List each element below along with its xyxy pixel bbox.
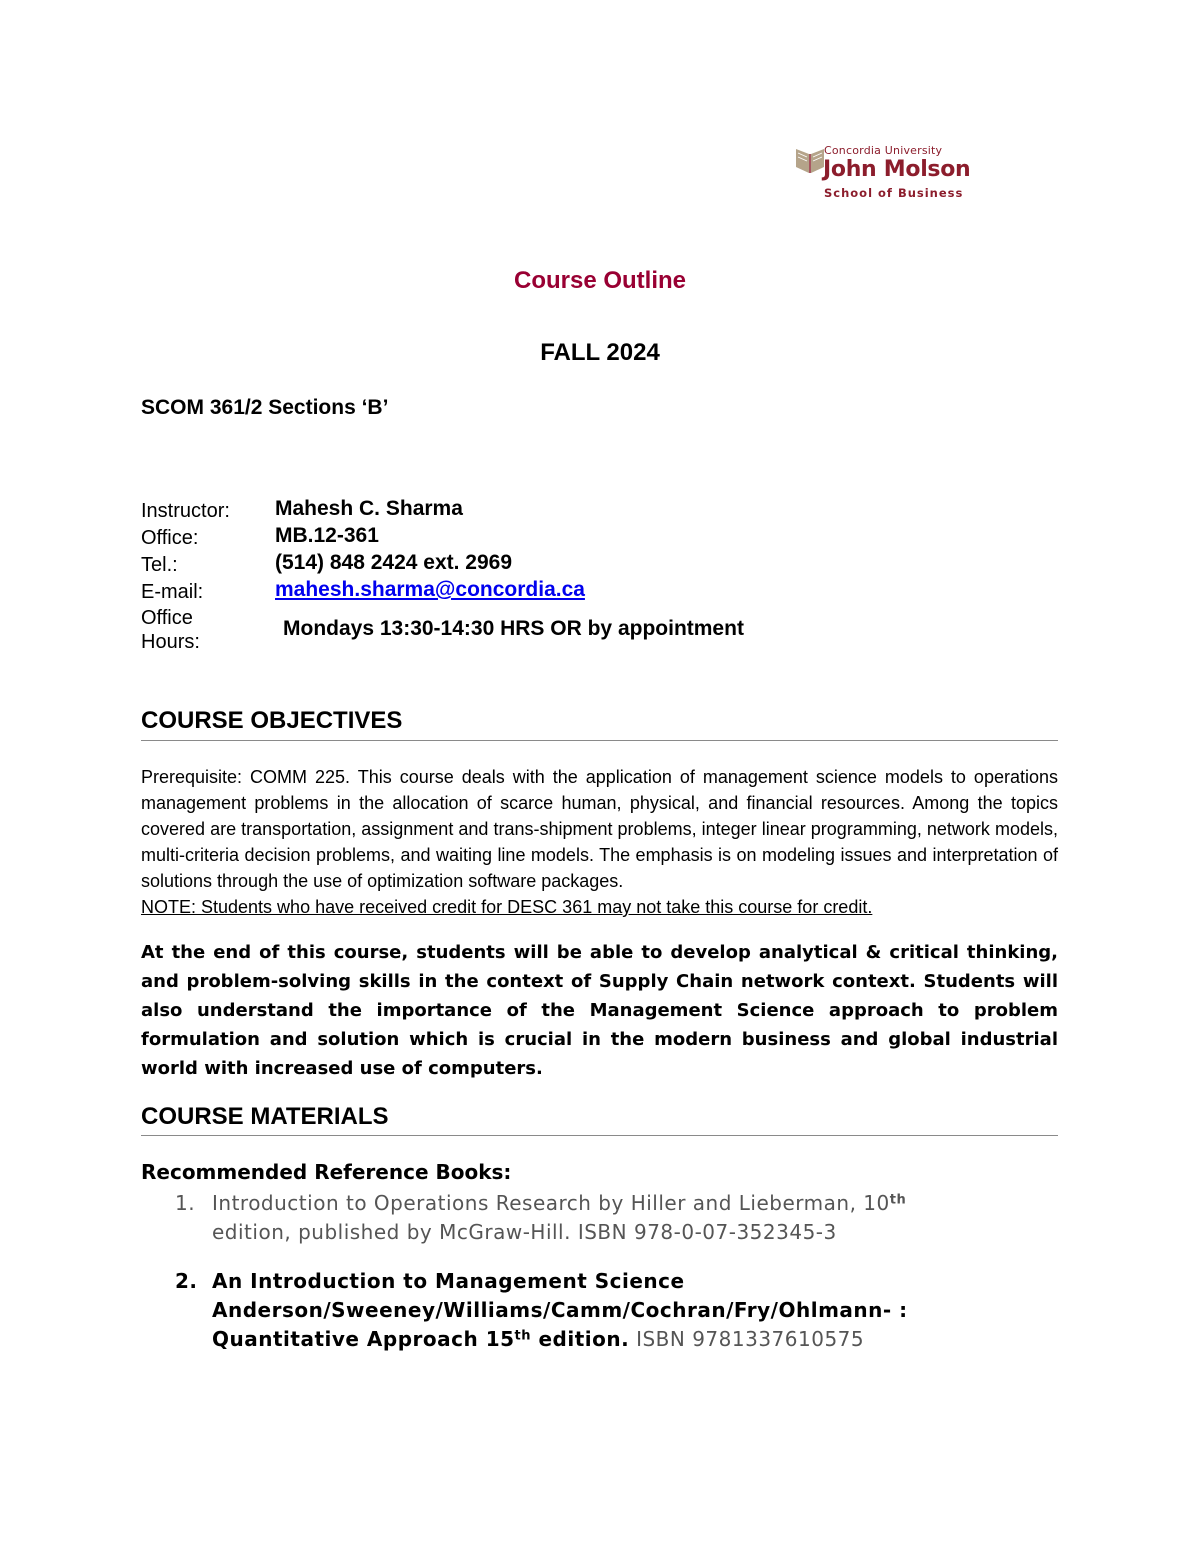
logo-school: School of Business [824, 186, 964, 200]
email-link[interactable]: mahesh.sharma@concordia.ca [275, 578, 585, 601]
objectives-text: Prerequisite: COMM 225. This course deals with the application of management science models to operations management problems in the allocation of scarce human, physical, and financial resources. Among the topics covered are transportation, assignment and trans-shipment problems, integer linear programming, network models, multi-criteria decision problems, and waiting line models. The emphasis is on modeling issues and interpretation of solutions through the use of optimization software packages. [141, 767, 1058, 891]
book-2-edition: edition. [531, 1327, 630, 1351]
book-1-edition: edition, published by McGraw-Hill. ISBN 978-0-07-352345-3 [212, 1220, 837, 1244]
book-item-2 [175, 1267, 1055, 1354]
office-value: MB.12-361 [275, 524, 379, 547]
office-label: Office: [141, 527, 199, 549]
book-2-subtitle: Quantitative Approach 15 [212, 1327, 515, 1351]
course-code: SCOM 361/2 Sections ‘B’ [141, 396, 389, 419]
learning-outcomes: At the end of this course, students will be able to develop analytical & critical thinking, and problem-solving skills in the context of Supply Chain network context. Students will also understand the importance of the Management Science approach to problem formulation and solution which is crucial in the modern business and global industrial world with increased use of computers. [141, 942, 1058, 1079]
instructor-name: Mahesh C. Sharma [275, 497, 463, 520]
reference-books-heading: Recommended Reference Books: [141, 1160, 512, 1184]
open-book-icon [795, 145, 825, 175]
materials-heading: COURSE MATERIALS [141, 1103, 389, 1130]
book-2-title: An Introduction to Management Science [212, 1269, 685, 1293]
book-2-sup: th [514, 1328, 532, 1344]
logo-university: Concordia University [824, 144, 943, 157]
email-label: E-mail: [141, 581, 204, 603]
jmsb-logo [795, 143, 970, 203]
book-2-number: 2. [175, 1269, 198, 1293]
book-2-authors: Anderson/Sweeney/Williams/Camm/Cochran/Fry/Ohlmann- : [212, 1298, 908, 1322]
objectives-paragraph [141, 764, 1058, 920]
instructor-label: Instructor: [141, 500, 230, 522]
book-1-number: 1. [175, 1191, 196, 1215]
logo-name: John Molson [823, 157, 971, 182]
office-hours-label-2: Hours: [141, 631, 200, 653]
credit-note: NOTE: Students who have received credit for DESC 361 may not take this course for credit. [141, 897, 873, 917]
page-title: Course Outline [513, 267, 687, 294]
book-1-sup: th [889, 1192, 907, 1208]
book-2-isbn: ISBN 9781337610575 [629, 1327, 865, 1351]
term-heading: FALL 2024 [540, 339, 660, 366]
tel-value: (514) 848 2424 ext. 2969 [275, 551, 513, 574]
materials-divider [141, 1135, 1058, 1136]
book-item-1 [175, 1189, 1055, 1247]
book-1-title: Introduction to Operations Research by Hiller and Lieberman, 10 [212, 1191, 890, 1215]
office-hours-value: Mondays 13:30-14:30 HRS OR by appointment [283, 617, 744, 640]
objectives-divider [141, 740, 1058, 741]
office-hours-label-1: Office [141, 607, 193, 629]
objectives-heading: COURSE OBJECTIVES [141, 707, 403, 734]
tel-label: Tel.: [141, 554, 178, 576]
